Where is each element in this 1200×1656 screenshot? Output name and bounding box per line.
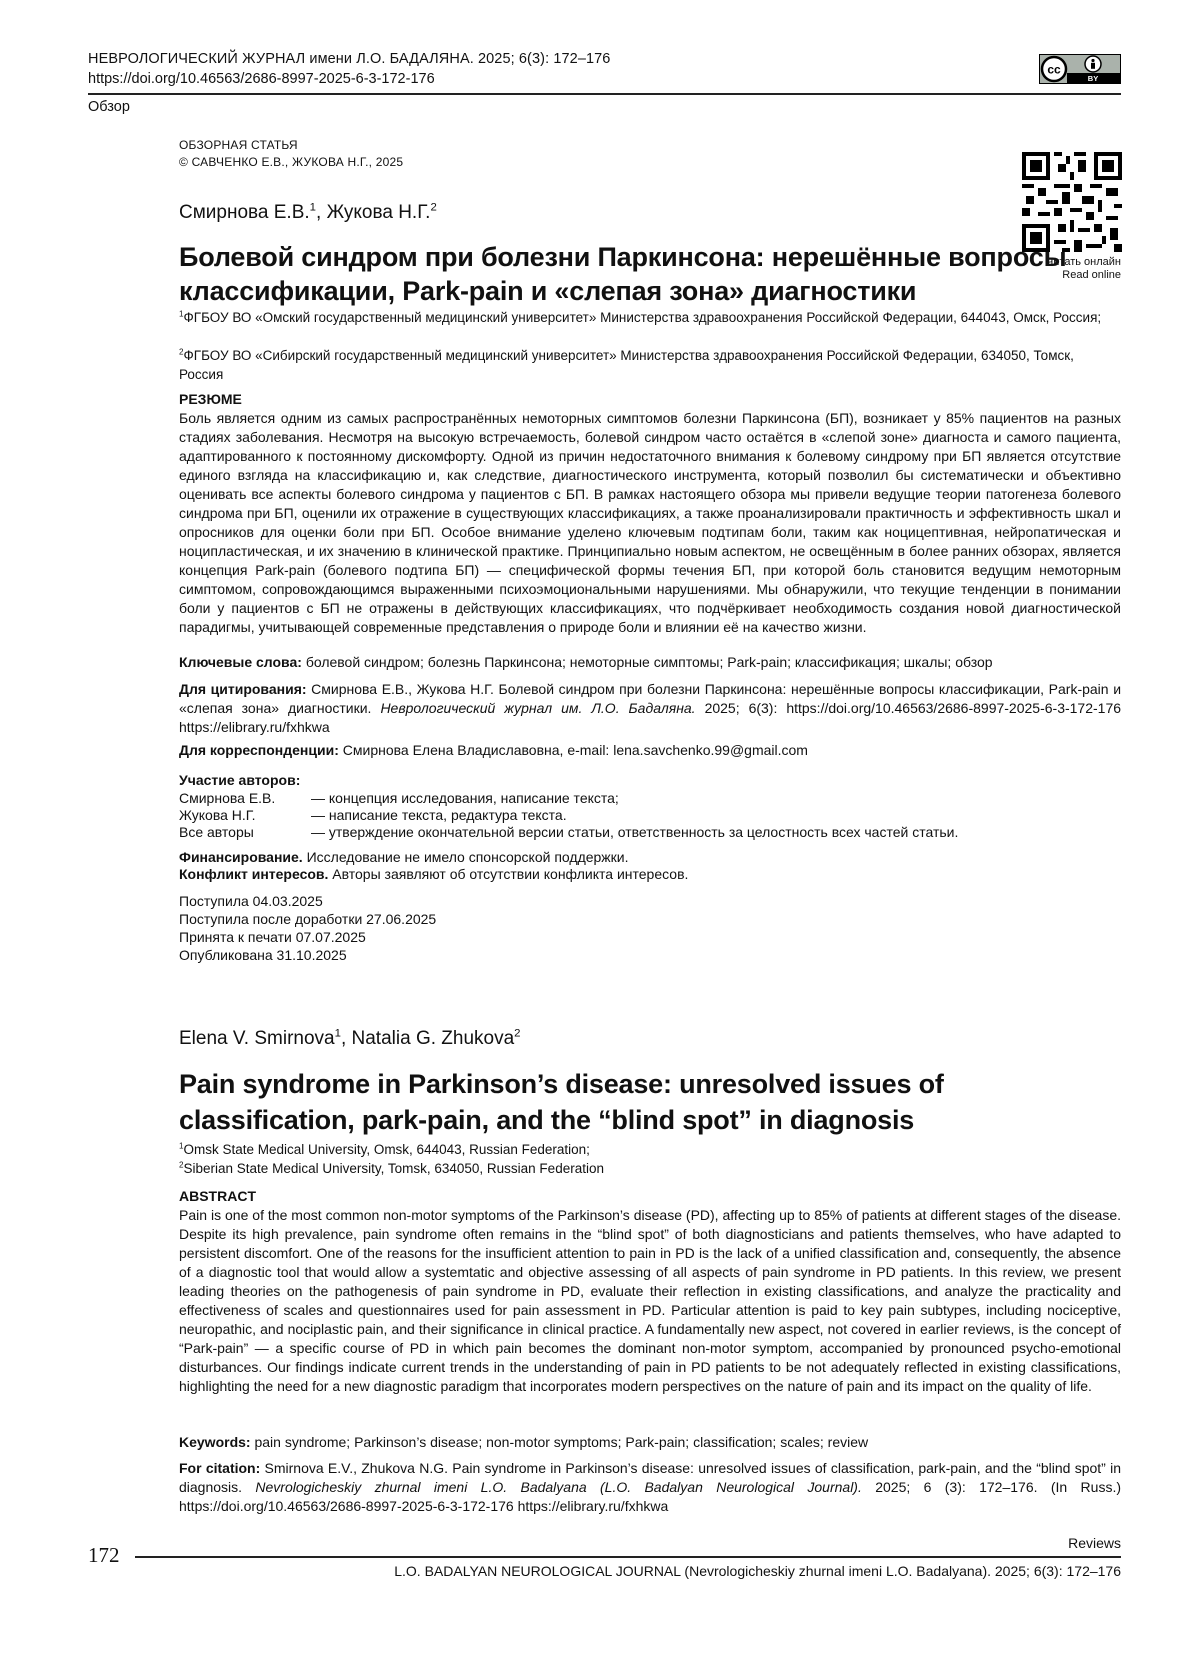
article-type: ОБЗОРНАЯ СТАТЬЯ <box>179 138 298 152</box>
author-en-1: Elena V. Smirnova <box>179 1028 335 1049</box>
date-received: Поступила 04.03.2025 <box>179 893 323 909</box>
funding-line: Финансирование. Исследование не имело спонсорской поддержки. <box>179 849 629 865</box>
authors-ru: Смирнова Е.В.$^1$, Жукова Н.Г.$^2$ <box>179 201 437 223</box>
author-en-2: Natalia G. Zhukova <box>351 1028 515 1049</box>
abstract-en: Pain is one of the most common non-motor symptoms of the Parkinson’s disease (PD), affecting up to 85% of patients at different stages of the disease. Despite its high prevalence, pain syndrome often remains in the “blind spot” of both diagnosticians and patients themselves, who have adapted to persistent discomfort. One of the reasons for the insufficient attention to pain in PD is the lack of a unified classification and, consequently, the absence of a diagnostic tool that would allow a systemtatic and objective assessing of all aspects of pain syndrome in PD patients. In this review, we present leading theories on the pathogenesis of pain syndrome in PD, evaluate their reflection in existing classifications, and analyze the practicality and effectiveness of scales and questionnaires used for pain assessment in PD. Particular attention is paid to key pain subtypes, including nociceptive, neuropathic, and nociplastic pain, and their significance in clinical practice. A fundamentally new aspect, not covered in earlier reviews, is the concept of “Park-pain” — a specific course of PD in which pain becomes the dominant non-motor symptom, accompanied by pronounced psycho-emotional disturbances. Our findings indicate current trends in the understanding of pain in PD patients to be not adequately reflected in existing classifications, highlighting the need for a new diagnostic paradigm that incorporates modern perspectives on the nature of pain and its impact on the quality of life. <box>179 1207 1121 1394</box>
article-title-ru: Болевой синдром при болезни Паркинсона: нерешённые вопросы классификации, Park-pain и «слепая зона» диагностики <box>179 242 1067 306</box>
contribution-row: Все авторы — утверждение окончательной версии статьи, ответственность за целостность всех частей статьи. <box>179 824 959 840</box>
citation-ru: Для цитирования: Смирнова Е.В., Жукова Н.Г. Болевой синдром при болезни Паркинсона: нерешённые вопросы классификации, Park-pain и «слепая зона» диагностики. Неврологический журнал им. Л.О. Бадаляна. 2025; 6(3): https://doi.org/10.46563/2686-8997-2025-6-3-172-176 https://elibrary.ru/fxhkwa <box>179 681 1122 735</box>
affiliation-ru-2: $^2$ФГБОУ ВО «Сибирский государственный медицинский университет» Министерства здравоохранения Российской Федерации, 634050, Томск, Россия <box>179 347 1074 382</box>
date-revised: Поступила после доработки 27.06.2025 <box>179 911 437 927</box>
author-ru-2: Жукова Н.Г. <box>326 202 431 223</box>
keywords-ru: Ключевые слова: болевой синдром; болезнь Паркинсона; немоторные симптомы; Park-pain; классификация; шкалы; обзор <box>179 654 993 670</box>
correspondence-ru: Для корреспонденции: Смирнова Елена Владиславовна, e-mail: lena.savchenko.99@gmail.com <box>179 742 808 758</box>
read-online-en: Read online <box>1062 269 1121 281</box>
affiliation-ru-1: $^1$ФГБОУ ВО «Омский государственный медицинский университет» Министерства здравоохранения Российской Федерации, 644043, Омск, Россия; <box>179 309 1102 325</box>
article-title-en: Pain syndrome in Parkinson’s disease: unresolved issues of classification, park-pain, and the “blind spot” in diagnosis <box>179 1069 944 1135</box>
citation-en: For citation: Smirnova E.V., Zhukova N.G. Pain syndrome in Parkinson’s disease: unresolved issues of classification, park-pain, and the “blind spot” in diagnosis. Nevrologicheskiy zhurnal imeni L.O. Badalyana (L.O. Badalyan Neurological Journal). 2025; 6 (3): 172–176. (In Russ.) https://doi.org/10.46563/2686-8997-2025-6-3-172-176 https://elibrary.ru/fxhkwa <box>179 1460 1122 1514</box>
authors-en: Elena V. Smirnova$^1$, Natalia G. Zhukova$^2$ <box>179 1027 521 1049</box>
contributions-heading: Участие авторов: <box>179 772 301 788</box>
contribution-row: Смирнова Е.В. — концепция исследования, написание текста; <box>179 790 619 806</box>
read-online-ru: Читать онлайн <box>1045 256 1121 268</box>
copyright-line: © САВЧЕНКО Е.В., ЖУКОВА Н.Г., 2025 <box>179 155 404 169</box>
abstract-ru: Боль является одним из самых распространённых немоторных симптомов болезни Паркинсона (БП), возникает у 85% пациентов на разных стадиях заболевания. Несмотря на высокую встречаемость, болевой синдром часто остаётся в «слепой зоне» диагноста и самого пациента, адаптированного к постоянному дискомфорту. Одной из причин недостаточного внимания к болевому синдрому при БП является отсутствие единого взгляда на классификацию и, как следствие, диагностического инструмента, который позволил бы систематически и объективно оценивать все аспекты болевого синдрома у пациентов с БП. В рамках настоящего обзора мы привели ведущие теории патогенеза болевого синдрома при БП, оценили их отражение в существующих классификациях, а также проанализировали практичность и эффективность шкал и опросников для оценки боли при БП. Особое внимание уделено ключевым подтипам боли, таким как ноцицептивная, нейропатическая и ноципластическая, и их значению в клинической практике. Принципиально новым аспектом, не освещённым в более ранних обзорах, является концепция Park-pain (болевого подтипа БП) — специфической формы течения БП, при которой боль становится ведущим немоторным симптомом, сопровождающимся выраженными психоэмоциональными нарушениями. Мы обнаружили, что текущие тенденции в понимании боли у пациентов с БП не отражены в действующих классификациях, что подчёркивает необходимость создания новой диагностической парадигмы, учитывающей современные представления о природе боли и влиянии её на качество жизни. <box>179 410 1121 635</box>
date-published: Опубликована 31.10.2025 <box>179 947 347 963</box>
affiliation-en-2: $^2$Siberian State Medical University, Tomsk, 634050, Russian Federation <box>179 1160 604 1176</box>
footer-journal: L.O. BADALYAN NEUROLOGICAL JOURNAL (Nevrologicheskiy zhurnal imeni L.O. Badalyana). 2025; 6(3): 172–176 <box>394 1563 1121 1579</box>
footer-rule <box>135 1556 1121 1558</box>
by-text: BY <box>1087 74 1099 83</box>
author-ru-1: Смирнова Е.В. <box>179 202 310 223</box>
header-doi-link[interactable]: https://doi.org/10.46563/2686-8997-2025-6-3-172-176 <box>88 71 435 87</box>
section-label: Обзор <box>88 99 130 115</box>
footer-section: Reviews <box>1068 1535 1121 1551</box>
qr-code-icon[interactable] <box>1022 152 1122 252</box>
page-number: 172 <box>88 1543 120 1567</box>
contribution-row: Жукова Н.Г. — написание текста, редактура текста. <box>179 807 567 823</box>
conflict-line: Конфликт интересов. Авторы заявляют об отсутствии конфликта интересов. <box>179 866 689 882</box>
cc-text: cc <box>1047 62 1061 77</box>
abstract-heading-ru: РЕЗЮМЕ <box>179 391 242 407</box>
journal-header-title: НЕВРОЛОГИЧЕСКИЙ ЖУРНАЛ имени Л.О. БАДАЛЯНА. 2025; 6(3): 172–176 <box>88 51 611 67</box>
cc-by-license-badge[interactable] <box>1039 54 1121 84</box>
keywords-en: Keywords: pain syndrome; Parkinson’s disease; non-motor symptoms; Park-pain; classification; scales; review <box>179 1434 869 1450</box>
header-rule <box>88 93 1121 95</box>
dates-block <box>179 892 436 964</box>
affiliation-en-1: $^1$Omsk State Medical University, Omsk, 644043, Russian Federation; <box>179 1141 590 1157</box>
abstract-heading-en: ABSTRACT <box>179 1188 256 1204</box>
date-accepted: Принята к печати 07.07.2025 <box>179 929 366 945</box>
